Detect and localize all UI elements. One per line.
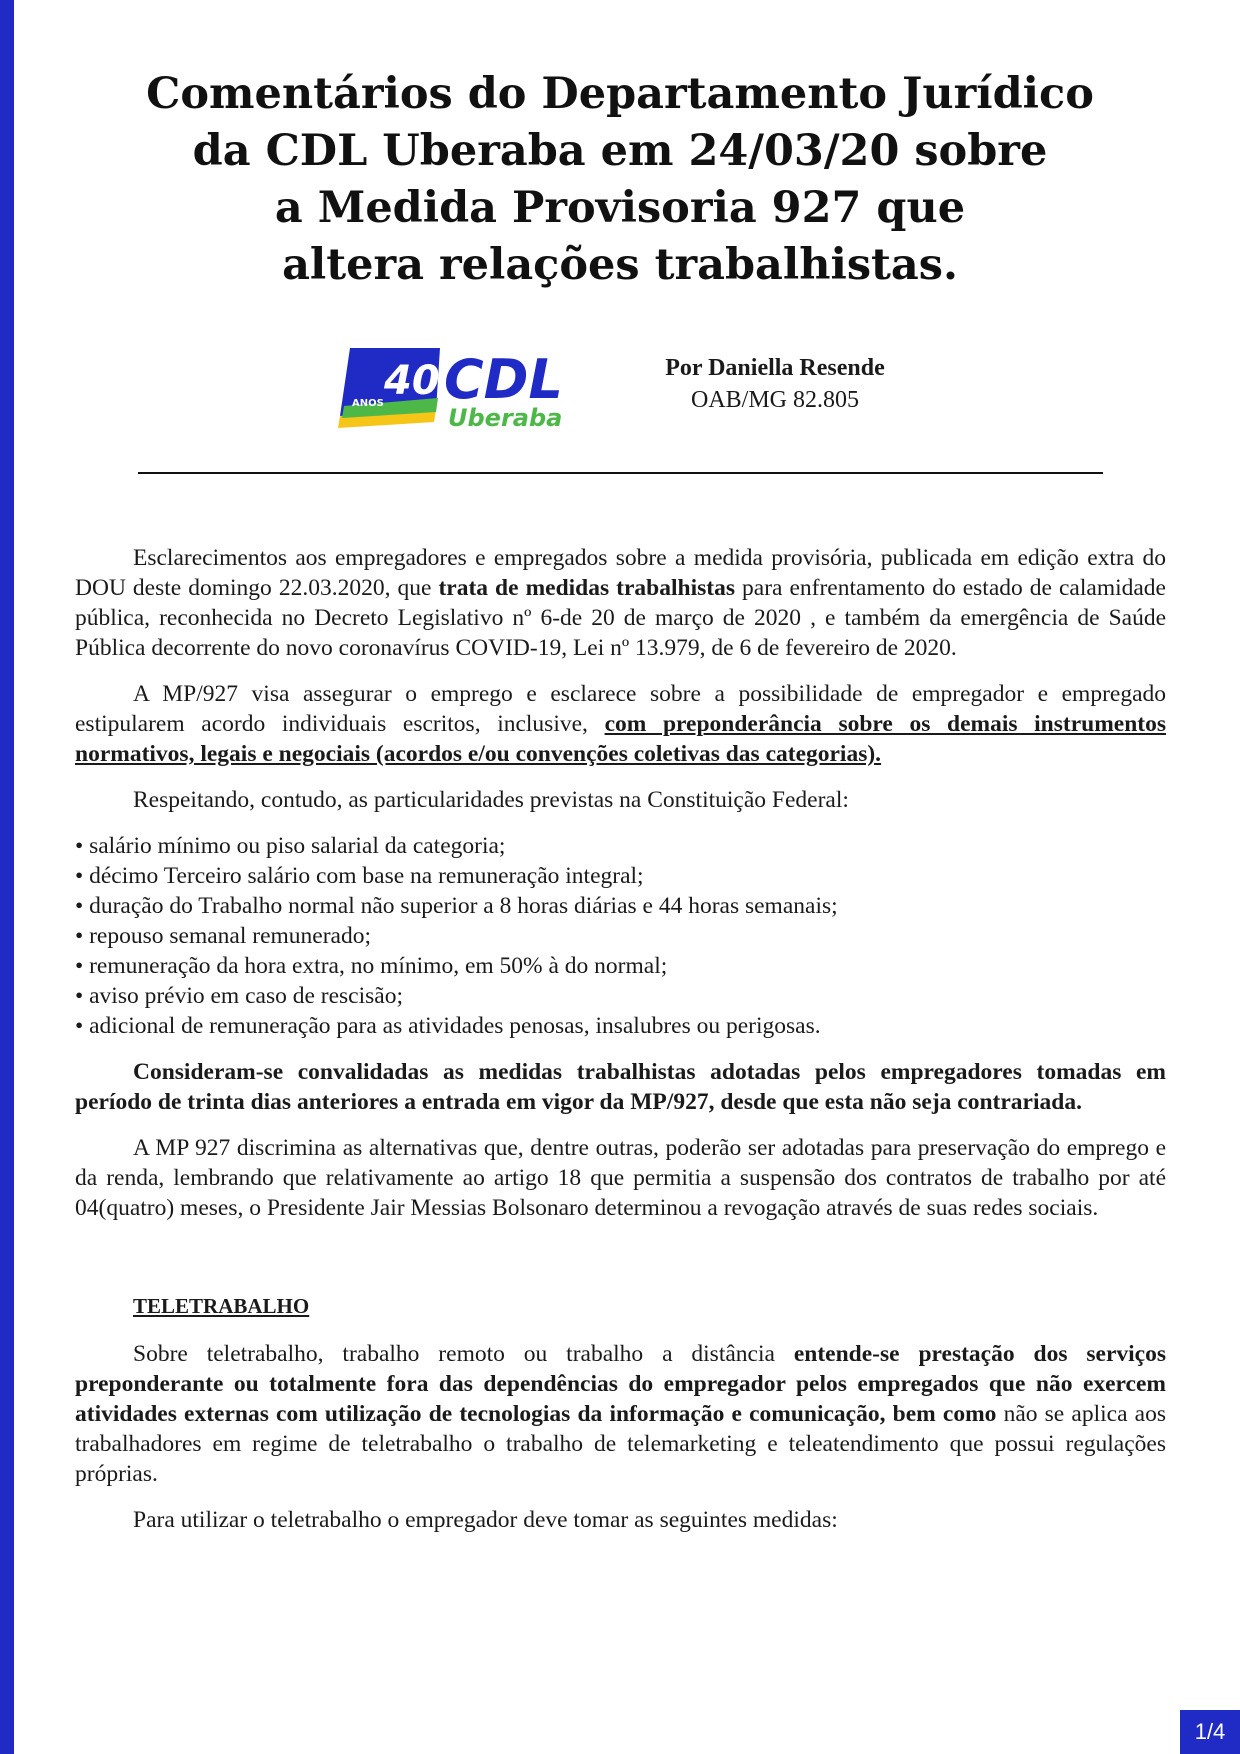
author-oab: OAB/MG 82.805	[690, 387, 859, 413]
title-line-4: altera relações trabalhistas.	[282, 240, 958, 290]
paragraph-constitution: Respeitando, contudo, as particularidades previstas na Constituição Federal:	[133, 787, 849, 813]
paragraph-alternatives: A MP 927 discrimina as alternativas que, dentre outras, poderão ser adotadas para preservação do emprego e da renda, lembrando que relativamente ao artigo 18 que permitia a suspensão dos contratos de trabalho por até 04(quatro) meses, o Presidente Jair Messias Bolsonaro determinou a revogação através de suas redes sociais.	[75, 1135, 1166, 1221]
document-title	[100, 66, 1140, 294]
list-item: • repouso semanal remunerado;	[75, 921, 1166, 951]
logo-anos: ANOS	[352, 398, 384, 409]
paragraph-intro-bold: trata de medidas trabalhistas	[438, 575, 735, 601]
author-name: Por Daniella Resende	[665, 355, 885, 381]
paragraph-convalidated	[75, 1057, 1166, 1117]
paragraph-teletrabalho-text-end: não se aplica aos trabalhadores em regime de teletrabalho o trabalho de telemarketing e teleatendimento que possui regulações próprias.	[75, 1401, 1166, 1487]
left-accent-bar	[0, 0, 14, 1754]
list-item: • adicional de remuneração para as atividades penosas, insalubres ou perigosas.	[75, 1011, 1166, 1041]
paragraph-mp927-text: A MP/927 visa assegurar o emprego e esclarece sobre a possibilidade de empregador e empregado estipularem acordo individuais escritos, inclusive,	[75, 681, 1166, 737]
list-item: • aviso prévio em caso de rescisão;	[75, 981, 1166, 1011]
title-line-2: da CDL Uberaba em 24/03/20 sobre	[192, 126, 1048, 176]
list-item: • remuneração da hora extra, no mínimo, em 50% à do normal;	[75, 951, 1166, 981]
paragraph-measures: Para utilizar o teletrabalho o empregador deve tomar as seguintes medidas:	[133, 1507, 838, 1533]
header-divider	[138, 472, 1103, 474]
document-body	[75, 543, 1166, 1551]
cdl-uberaba-logo	[338, 344, 578, 430]
list-item: • duração do Trabalho normal não superior a 8 horas diárias e 44 horas semanais;	[75, 891, 1166, 921]
list-item: • décimo Terceiro salário com base na remuneração integral;	[75, 861, 1166, 891]
list-item: • salário mínimo ou piso salarial da categoria;	[75, 831, 1166, 861]
paragraph-intro	[75, 543, 1166, 663]
paragraph-mp927-underlined: com preponderância sobre os demais instrumentos normativos, legais e negociais (acordos e/ou convenções coletivas das categorias).	[75, 711, 1166, 767]
paragraph-teletrabalho-bold: entende-se prestação dos serviços preponderante ou totalmente fora das dependências do empregador pelos empregados que não exercem atividades externas com utilização de tecnologias da informação e comunicação, bem como	[75, 1341, 1166, 1427]
section-heading-teletrabalho: TELETRABALHO	[133, 1294, 310, 1318]
constitution-list	[75, 831, 1166, 1041]
paragraph-teletrabalho-text: Sobre teletrabalho, trabalho remoto ou trabalho a distância	[133, 1341, 794, 1367]
paragraph-mp927	[75, 679, 1166, 769]
paragraph-convalidated-bold: Consideram-se convalidadas as medidas trabalhistas adotadas pelos empregadores tomadas em período de trinta dias anteriores a entrada em vigor da MP/927, desde que esta não seja contrariada.	[75, 1059, 1166, 1115]
page-number: 1/4	[1180, 1710, 1240, 1754]
logo-brand: CDL	[444, 348, 563, 411]
paragraph-teletrabalho	[75, 1339, 1166, 1489]
author-block	[640, 352, 910, 416]
paragraph-intro-text: Esclarecimentos aos empregadores e empregados sobre a medida provisória, publicada em edição extra do DOU deste domingo 22.03.2020, que	[75, 545, 1166, 601]
title-line-1: Comentários do Departamento Jurídico	[146, 69, 1094, 119]
logo-number: 40	[384, 358, 440, 404]
paragraph-intro-text-end: para enfrentamento do estado de calamidade pública, reconhecida no Decreto Legislativo nº 6-de 20 de março de 2020 , e também da emergência de Saúde Pública decorrente do novo coronavírus COVID-19, Lei nº 13.979, de 6 de fevereiro de 2020.	[75, 575, 1166, 661]
logo-city: Uberaba	[448, 404, 563, 430]
title-line-3: a Medida Provisoria 927 que	[274, 183, 966, 233]
